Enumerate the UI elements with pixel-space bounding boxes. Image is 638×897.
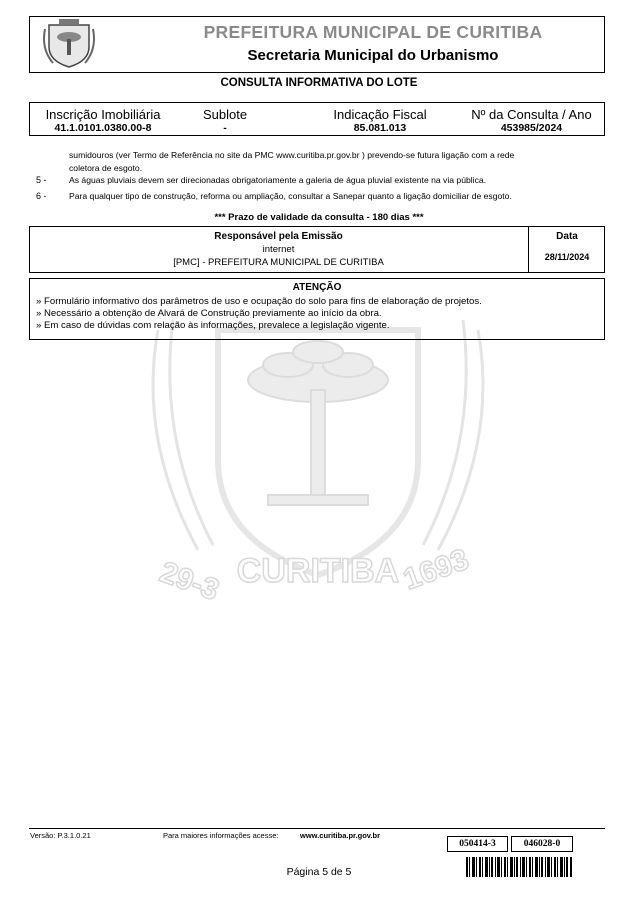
attention-line: » Formulário informativo dos parâmetros de uso e ocupação do solo para fins de elaboração de projetos. — [36, 296, 482, 307]
header-title: PREFEITURA MUNICIPAL DE CURITIBA — [203, 22, 543, 42]
attention-heading: ATENÇÃO — [292, 282, 342, 293]
note-continuation — [69, 149, 589, 174]
issuer-line2: [PMC] - PREFEITURA MUNICIPAL DE CURITIBA — [173, 257, 384, 268]
id-label: Indicação Fiscal — [333, 107, 427, 122]
document-title: CONSULTA INFORMATIVA DO LOTE — [220, 77, 418, 89]
watermark-left-text: 29-3 — [155, 555, 224, 608]
watermark-right-text: 1693 — [399, 542, 474, 597]
attention-line: » Necessário a obtenção de Alvará de Construção previamente ao início da obra. — [36, 308, 382, 319]
note-continuation-line1: sumidouros (ver Termo de Referência no site da PMC www.curitiba.pr.gov.br ) prevendo-se futura ligação com a rede — [69, 150, 515, 160]
city-seal-icon — [43, 19, 95, 69]
note-number: 6 - — [36, 191, 47, 201]
watermark-city: CURITIBA — [236, 552, 400, 590]
id-value: 453985/2024 — [500, 122, 563, 134]
footer-code-2: 046028-0 — [511, 836, 573, 852]
issuer-heading: Responsável pela Emissão — [214, 231, 343, 242]
page-number: Página 5 de 5 — [286, 866, 352, 878]
date-label: Data — [556, 231, 578, 242]
attention-list — [36, 296, 601, 332]
id-label: Nº da Consulta / Ano — [471, 107, 592, 122]
date-value: 28/11/2024 — [544, 252, 590, 262]
footer-version: Versão: P.3.1.0.21 — [30, 831, 91, 840]
footer-info-label: Para maiores informações acesse: — [163, 831, 279, 840]
footer-code-1: 050414-3 — [447, 836, 508, 852]
id-field-inscricao — [38, 108, 168, 134]
footer-divider — [29, 828, 605, 829]
id-label: Inscrição Imobiliária — [45, 107, 161, 122]
identification-box — [29, 102, 605, 136]
issuer-line1: internet — [262, 244, 295, 255]
note-text: As águas pluviais devem ser direcionadas obrigatoriamente a galeria de água pluvial existente na via pública. — [69, 175, 487, 185]
note-continuation-line2: coletora de esgoto. — [69, 162, 143, 173]
id-field-indicacao-fiscal — [325, 108, 435, 134]
id-value: 85.081.013 — [353, 122, 407, 134]
note-number: 5 - — [36, 175, 47, 185]
id-value: - — [223, 122, 227, 134]
attention-line: » Em caso de dúvidas com relação às informações, prevalece a legislação vigente. — [36, 320, 390, 331]
id-value: 41.1.0101.0380.00-8 — [54, 122, 152, 134]
note-text: Para qualquer tipo de construção, reforma ou ampliação, consultar a Sanepar quanto a ligação domiciliar de esgoto. — [69, 191, 512, 201]
validity-notice: *** Prazo de validade da consulta - 180 dias *** — [214, 212, 424, 223]
header-subtitle: Secretaria Municipal do Urbanismo — [247, 47, 499, 64]
footer-info-url[interactable]: www.curitiba.pr.gov.br — [300, 831, 381, 840]
id-field-consulta — [464, 108, 599, 134]
id-field-sublote — [190, 108, 260, 134]
id-label: Sublote — [202, 107, 248, 122]
